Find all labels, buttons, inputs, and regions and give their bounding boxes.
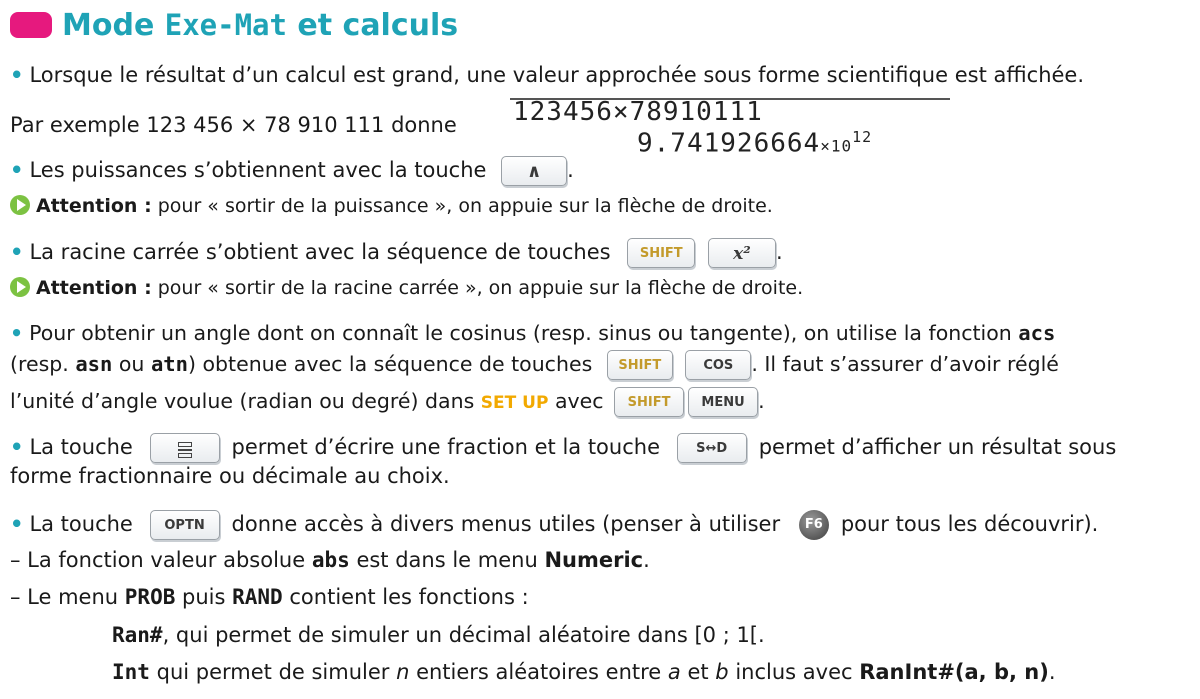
example-text: Par exemple 123 456 × 78 910 111 donne <box>10 113 457 137</box>
p4-end: . <box>775 240 783 264</box>
paragraph-powers <box>10 156 574 186</box>
p11-text-1: qui permet de simuler <box>149 660 397 684</box>
abs-code: abs <box>311 548 350 572</box>
shift-key: SHIFT <box>614 387 684 417</box>
paragraph-fraction-line1 <box>10 433 1116 463</box>
attention-label: Attention : <box>36 277 152 299</box>
power-key: ∧ <box>501 156 567 186</box>
asn-code: asn <box>75 352 113 376</box>
bullet-icon: • <box>10 240 24 264</box>
x-squared-key: x² <box>708 238 776 268</box>
p3-text: Les puissances s’obtiennent avec la touche <box>29 158 487 182</box>
p9-text-1: – Le menu <box>10 585 125 609</box>
paragraph-acs-line2 <box>10 350 1059 380</box>
attention-text: pour « sortir de la racine carrée », on appuie sur la flèche de droite. <box>151 277 804 299</box>
atn-code: atn <box>150 352 188 376</box>
shift-key: SHIFT <box>627 238 695 268</box>
attention-sqrt <box>10 276 803 300</box>
title-prefix: Mode <box>62 8 165 43</box>
calculator-screen <box>505 96 955 159</box>
attention-power <box>10 194 773 218</box>
var-n: n <box>396 660 410 684</box>
page-title <box>62 6 458 45</box>
paragraph-fraction-line2: forme fractionnaire ou décimale au choix. <box>10 464 450 488</box>
arrow-right-icon <box>10 277 30 297</box>
bullet-icon: • <box>10 158 24 182</box>
f6-key: F6 <box>799 510 829 540</box>
s-d-key: S↔D <box>677 433 747 463</box>
p11-text-4: inclus avec <box>728 660 860 684</box>
bullet-icon: • <box>10 435 24 459</box>
screen-x10: ×10 <box>820 136 853 156</box>
var-b: b <box>715 660 729 684</box>
p4-text: La racine carrée s’obtient avec la séquence de touches <box>29 240 611 264</box>
p5-text-1: Pour obtenir un angle dont on connaît le cosinus (resp. sinus ou tangente), on utilise la fonction <box>29 321 1019 345</box>
paragraph-scientific <box>10 62 1084 88</box>
paragraph-sqrt <box>10 238 783 268</box>
p7-text-3: pour tous les découvrir). <box>840 512 1099 536</box>
int-code: Int <box>112 660 150 684</box>
p5-text-8: . <box>758 389 765 413</box>
p8-text-3: . <box>643 548 650 572</box>
var-a: a <box>667 660 681 684</box>
numeric-menu-label: Numeric <box>544 548 644 572</box>
p11-text-2: entiers aléatoires entre <box>409 660 668 684</box>
p6-text-2: permet d’écrire une fraction et la touche <box>231 435 660 459</box>
p5-text-3: ou <box>112 352 151 376</box>
p5-text-5: . Il faut s’assurer d’avoir réglé <box>751 352 1059 376</box>
optn-key: OPTN <box>150 510 220 540</box>
p5-text-7: avec <box>548 389 604 413</box>
screen-input-line: 123456×78910111 <box>513 97 763 127</box>
title-suffix: et calculs <box>286 8 459 43</box>
attention-text: pour « sortir de la puissance », on appuie sur la flèche de droite. <box>151 195 773 217</box>
paragraph-abs <box>10 547 650 573</box>
p10-text: , qui permet de simuler un décimal aléatoire dans [0 ; 1[. <box>162 623 765 647</box>
screen-mantissa: 9.741926664 <box>637 128 821 159</box>
attention-label: Attention : <box>36 195 152 217</box>
menu-key: MENU <box>688 387 758 417</box>
acs-code: acs <box>1018 321 1056 345</box>
p6-text-3: permet d’afficher un résultat sous <box>758 435 1117 459</box>
ranint-label: RanInt#(a, b, n) <box>859 660 1049 684</box>
section-badge <box>10 12 52 38</box>
bullet-icon: • <box>10 512 24 536</box>
p5-text-4: ) obtenue avec la séquence de touches <box>187 352 593 376</box>
p8-text-2: est dans le menu <box>349 548 545 572</box>
p11-text-3: et <box>680 660 716 684</box>
p11-text-5: . <box>1048 660 1056 684</box>
p9-text-2: puis <box>175 585 233 609</box>
paragraph-acs-line3 <box>10 387 765 417</box>
p5-text-2: (resp. <box>10 352 76 376</box>
bullet-icon: • <box>10 63 24 87</box>
rand-code: RAND <box>232 585 283 609</box>
paragraph-prob <box>10 584 529 610</box>
screen-result-line <box>637 122 872 162</box>
p6-text-1: La touche <box>29 435 133 459</box>
setup-label: SET UP <box>480 393 549 413</box>
p9-text-3: contient les fonctions : <box>282 585 529 609</box>
shift-key: SHIFT <box>607 350 673 380</box>
p1-text: Lorsque le résultat d’un calcul est grand, une valeur approchée sous forme scientifique est affichée. <box>29 63 1085 87</box>
screen-exponent: 12 <box>852 128 873 146</box>
arrow-right-icon <box>10 195 30 215</box>
paragraph-acs-line1 <box>10 320 1055 346</box>
prob-code: PROB <box>124 585 176 609</box>
p8-text-1: – La fonction valeur absolue <box>10 548 312 572</box>
p3-end: . <box>567 158 574 182</box>
paragraph-int <box>112 659 1056 685</box>
p7-text-1: La touche <box>29 512 133 536</box>
bullet-icon: • <box>10 321 24 345</box>
paragraph-ran <box>112 622 765 648</box>
p7-text-2: donne accès à divers menus utiles (penser à utiliser <box>231 512 781 536</box>
paragraph-optn <box>10 510 1098 540</box>
fraction-key <box>150 433 220 463</box>
cos-key: COS <box>685 350 751 380</box>
title-mode: Exe-Mat <box>164 8 287 42</box>
p5-text-6: l’unité d’angle voulue (radian ou degré) dans <box>10 389 481 413</box>
ran-code: Ran# <box>112 623 163 647</box>
